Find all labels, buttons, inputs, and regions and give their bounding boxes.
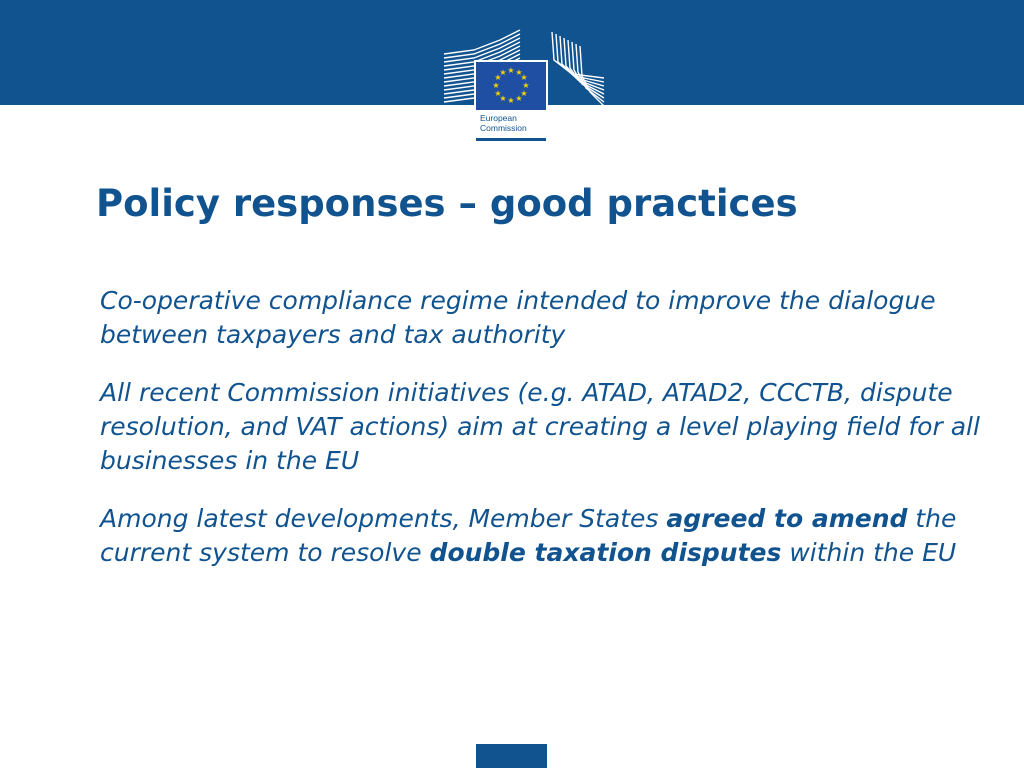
- svg-text:★: ★: [499, 94, 507, 103]
- slide-title: Policy responses – good practices: [96, 182, 798, 225]
- svg-text:★: ★: [520, 73, 528, 82]
- slide-body: [100, 284, 1000, 594]
- svg-text:★: ★: [494, 89, 502, 98]
- paragraph-3: [100, 502, 1000, 570]
- paragraph-3-bold-b: double taxation disputes: [429, 538, 782, 567]
- svg-text:★: ★: [492, 81, 500, 90]
- svg-text:★: ★: [507, 66, 515, 75]
- logo-text-line2: Commission: [480, 123, 527, 133]
- svg-text:★: ★: [494, 73, 502, 82]
- svg-text:★: ★: [515, 68, 523, 77]
- commission-building-icon: [440, 28, 608, 144]
- logo-text-line1: European: [480, 113, 517, 123]
- svg-text:★: ★: [499, 68, 507, 77]
- svg-text:★: ★: [515, 94, 523, 103]
- paragraph-1: Co-operative compliance regime intended to improve the dialogue between taxpayers and tax authority: [100, 286, 936, 349]
- svg-text:★: ★: [522, 81, 530, 90]
- svg-text:★: ★: [520, 89, 528, 98]
- european-commission-logo: [440, 28, 608, 144]
- paragraph-2: All recent Commission initiatives (e.g. ATAD, ATAD2, CCCTB, dispute resolution, and VAT actions) aim at creating a level playing field for all businesses in the EU: [100, 378, 980, 475]
- paragraph-3-bold-a: agreed to amend: [666, 504, 908, 533]
- paragraph-3-text-c: within the EU: [781, 538, 957, 567]
- svg-text:★: ★: [507, 96, 515, 105]
- paragraph-3-text-a: Among latest developments, Member States: [100, 504, 667, 533]
- footer-eu-flag: [476, 744, 547, 768]
- paragraph-3-text-b: the current system to resolve: [100, 504, 957, 567]
